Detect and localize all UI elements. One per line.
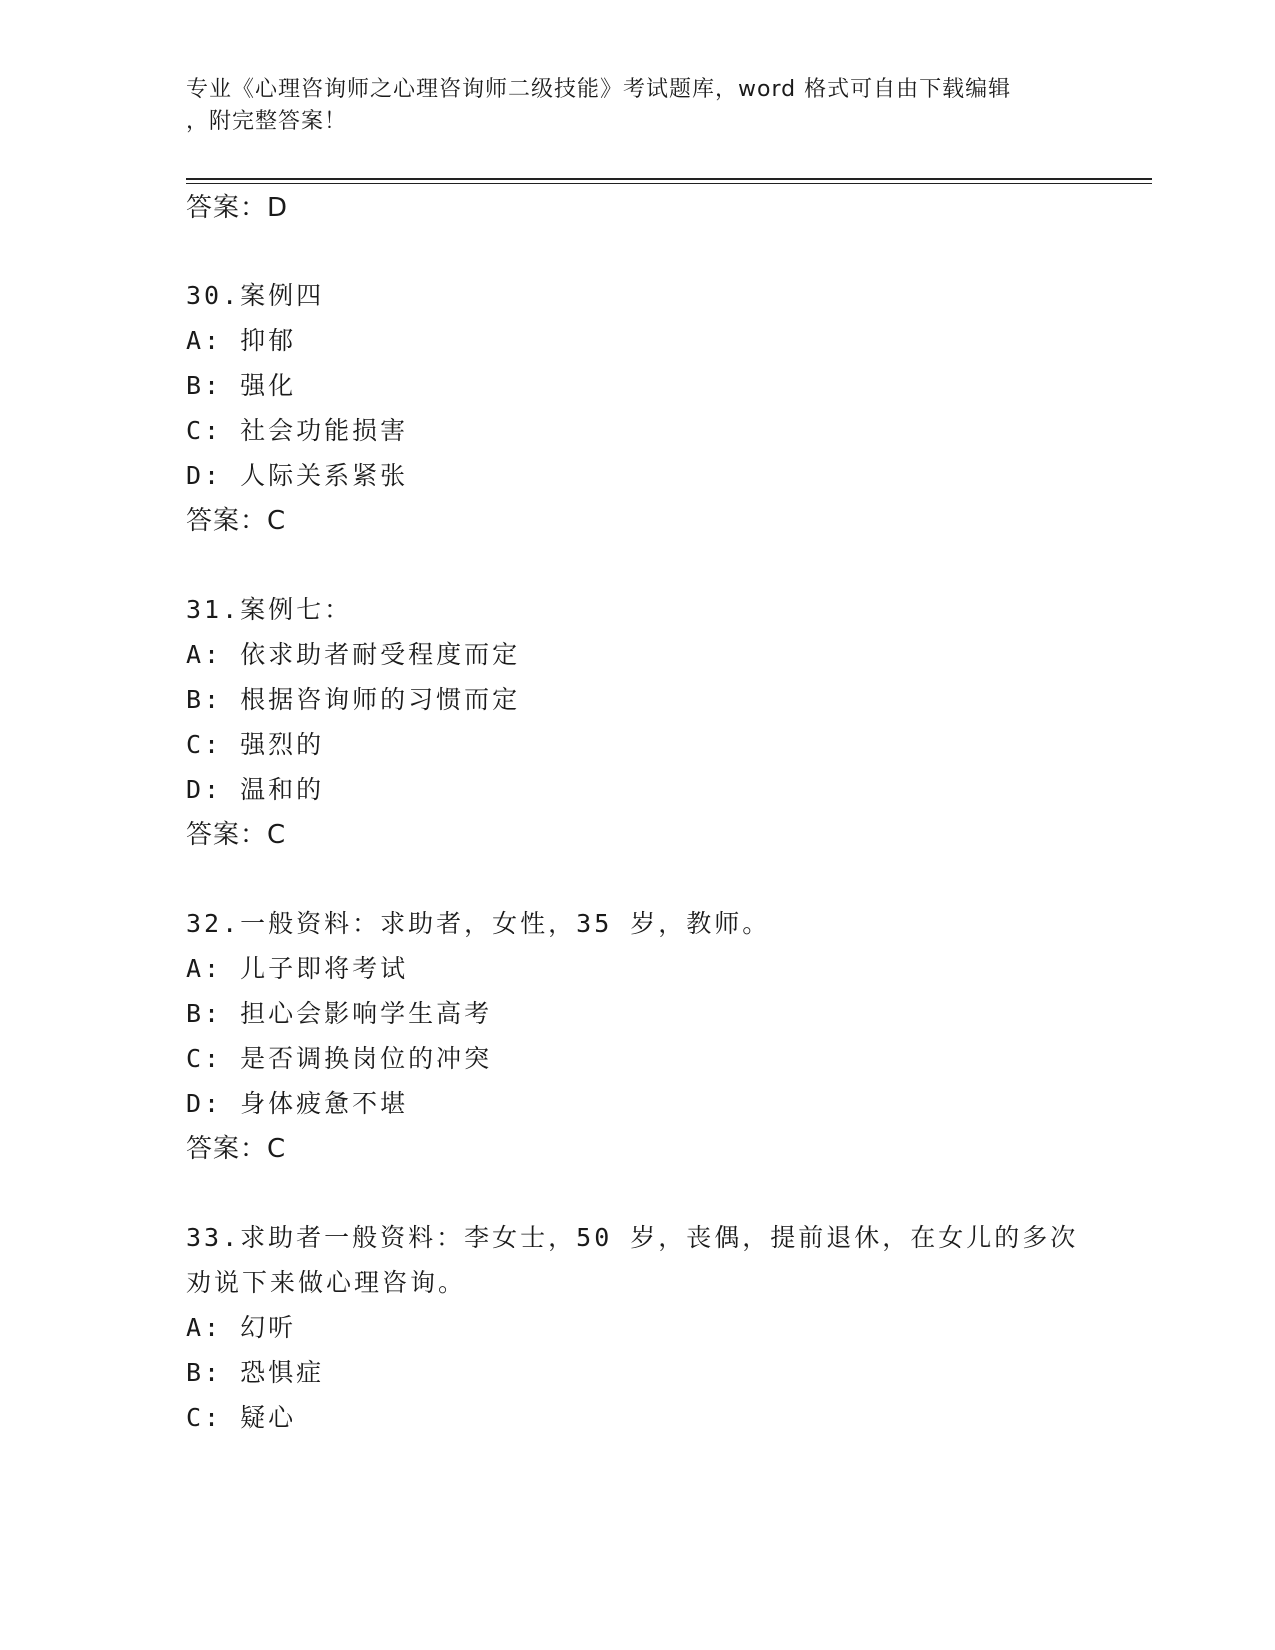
question-31-option-b: B: 根据咨询师的习惯而定 [186,685,521,714]
header-divider-thick [186,178,1152,180]
question-30-option-c: C: 社会功能损害 [186,416,409,445]
header-line-1: 专业《心理咨询师之心理咨询师二级技能》考试题库，word 格式可自由下载编辑 [186,77,1012,102]
answer-30: 答案：C [186,506,287,536]
question-30-option-b: B: 强化 [186,371,297,400]
question-32-option-b: B: 担心会影响学生高考 [186,999,493,1028]
question-32-option-a: A: 儿子即将考试 [186,954,409,983]
question-33-option-a: A: 幻听 [186,1313,297,1342]
question-33-option-b: B: 恐惧症 [186,1358,325,1387]
answer-31: 答案：C [186,820,287,850]
answer-29: 答案：D [186,193,289,223]
question-31-option-c: C: 强烈的 [186,730,325,759]
question-32-title: 32.一般资料：求助者，女性，35 岁，教师。 [186,909,771,938]
question-33-title-line-1: 33.求助者一般资料：李女士，50 岁，丧偶，提前退休，在女儿的多次 [186,1223,1079,1252]
question-31-option-a: A: 依求助者耐受程度而定 [186,640,521,669]
question-31-option-d: D: 温和的 [186,775,325,804]
question-30-option-a: A: 抑郁 [186,326,297,355]
question-30-option-d: D: 人际关系紧张 [186,461,409,490]
question-31-title: 31.案例七： [186,595,353,624]
header-divider-thin [186,183,1152,184]
question-32-option-d: D: 身体疲惫不堪 [186,1089,409,1118]
question-33-title-line-2: 劝说下来做心理咨询。 [186,1268,467,1297]
question-30-title: 30.案例四 [186,281,325,310]
question-33-option-c: C: 疑心 [186,1403,297,1432]
header-line-2: ，附完整答案！ [186,109,348,134]
question-32-option-c: C: 是否调换岗位的冲突 [186,1044,493,1073]
answer-32: 答案：C [186,1134,287,1164]
document-header [186,74,1086,138]
